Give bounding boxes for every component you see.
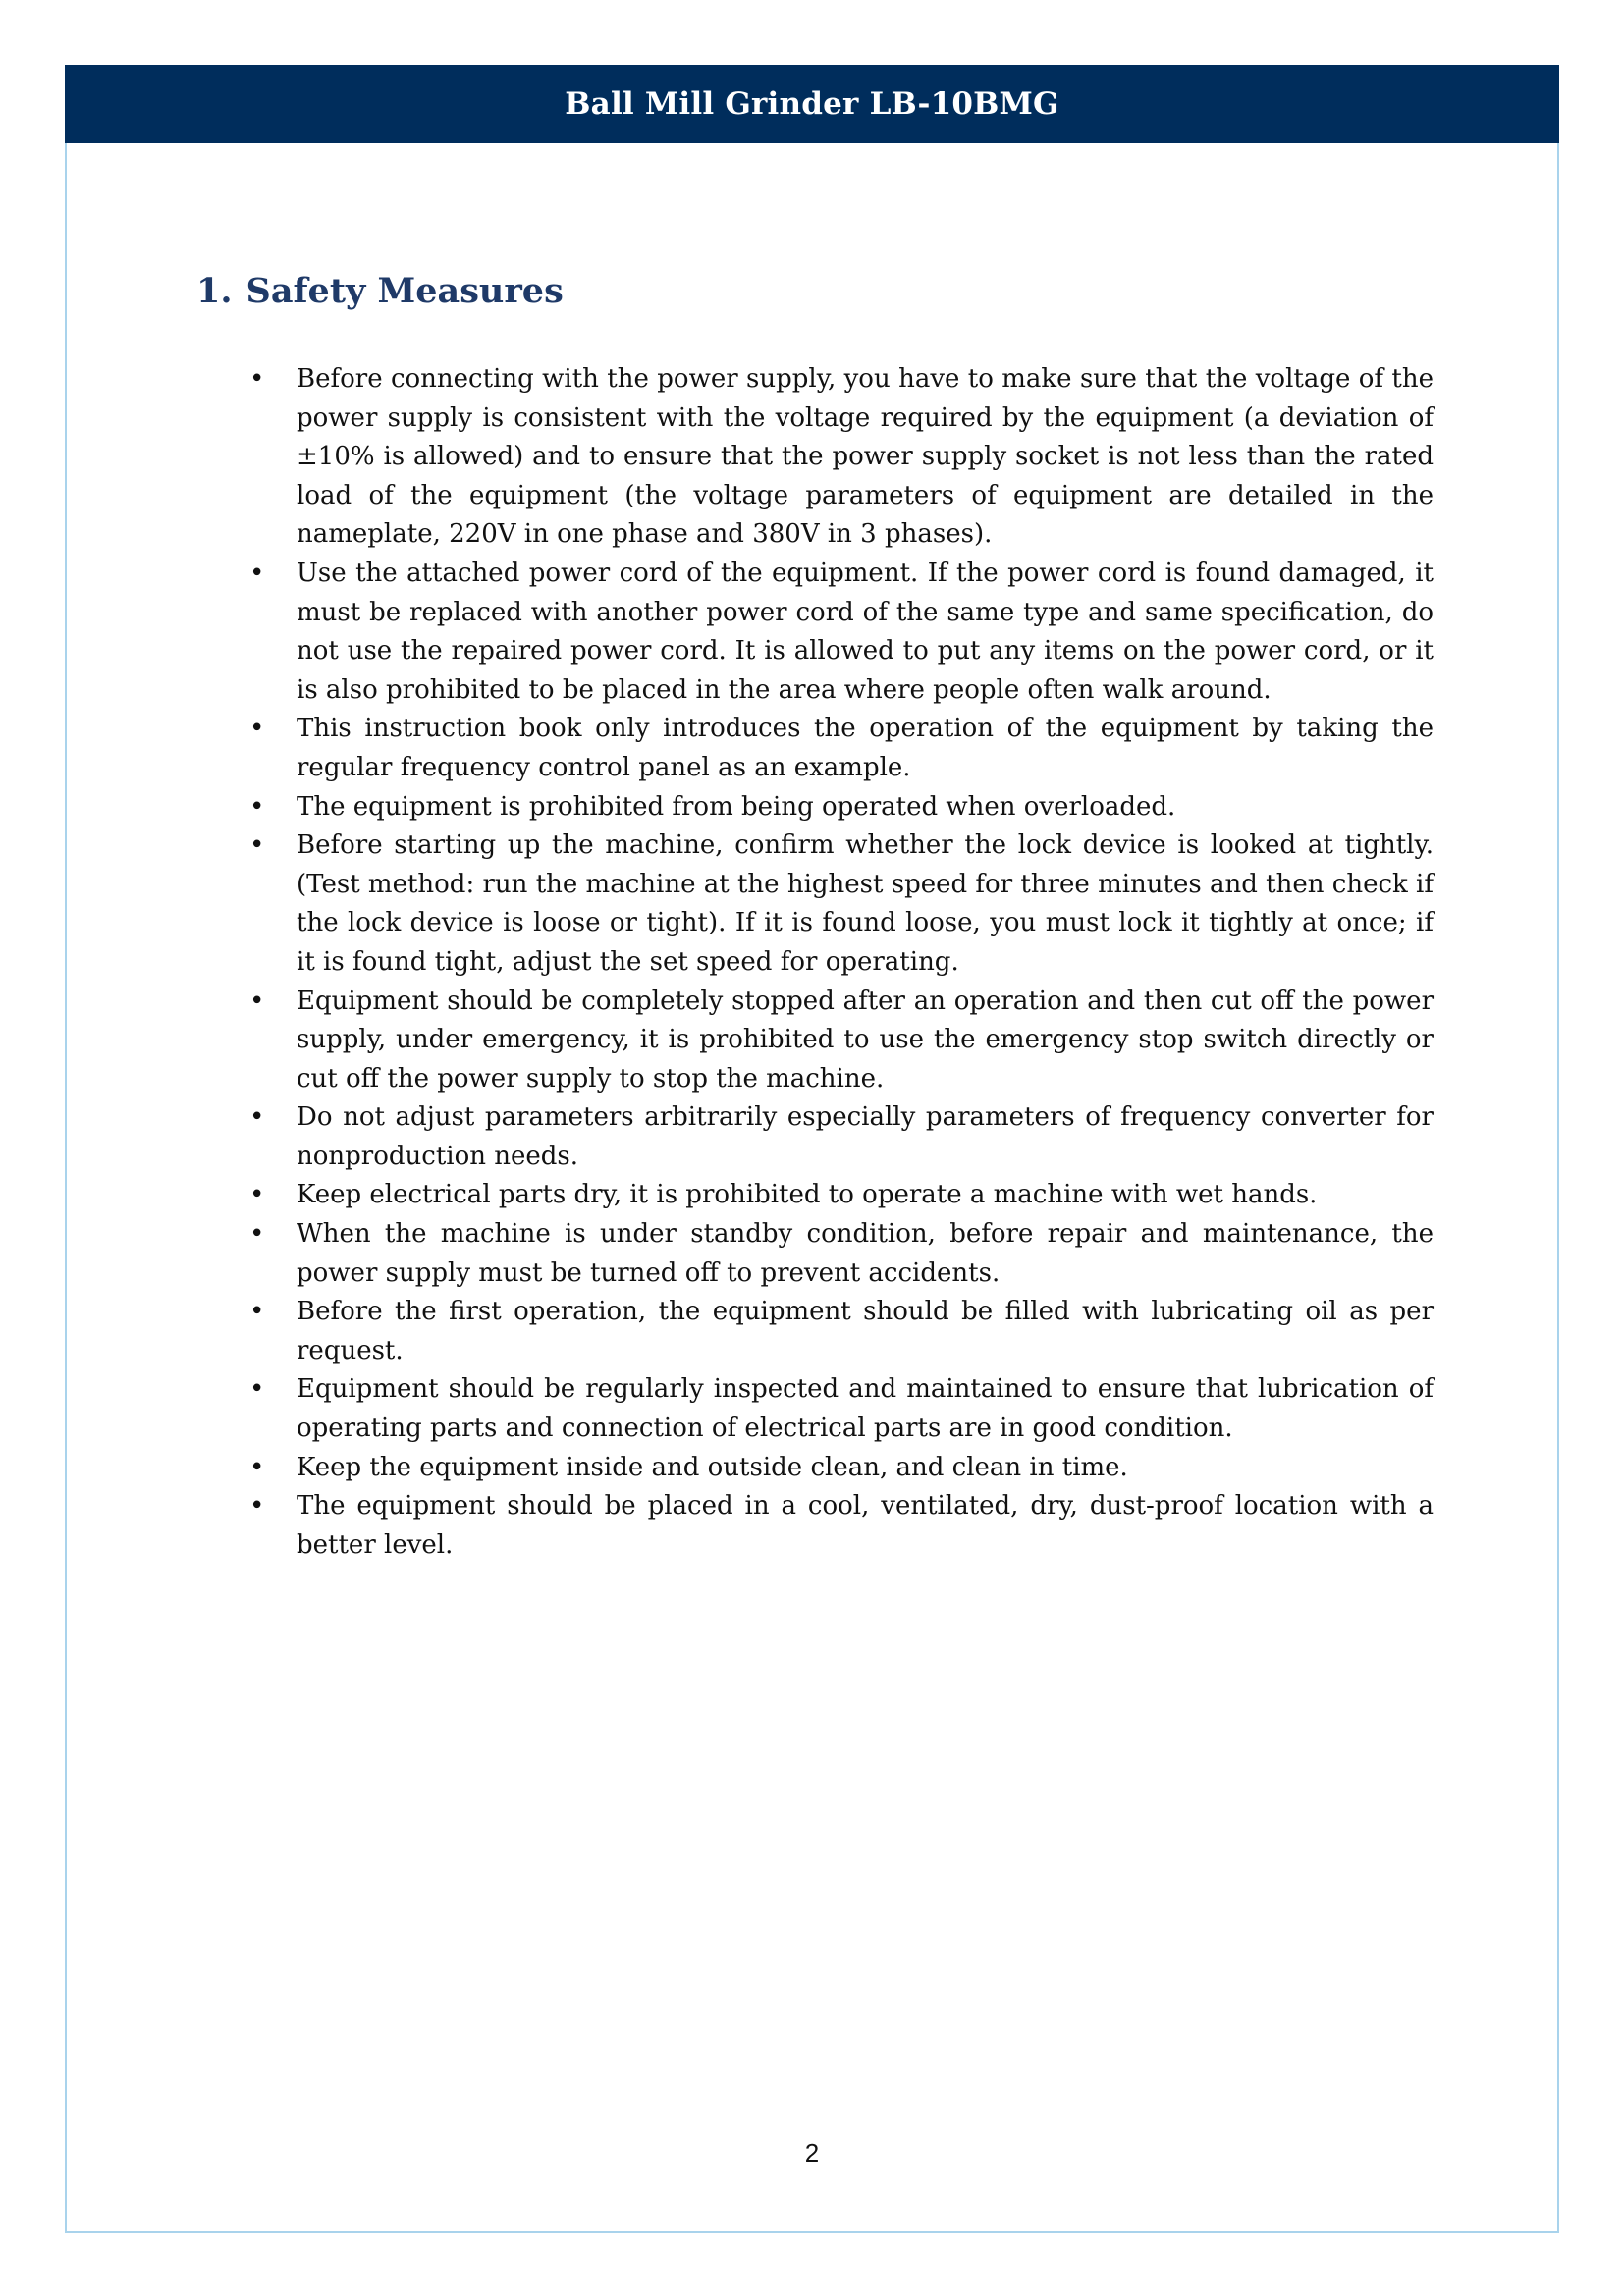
bullet-icon: • — [249, 364, 265, 394]
bullet-icon: • — [249, 1491, 265, 1522]
bullet-icon: • — [249, 558, 265, 588]
list-item-text: Keep the equipment inside and outside clean, and clean in time. — [297, 1452, 1128, 1482]
list-item — [245, 1176, 1434, 1215]
bullet-icon: • — [249, 1102, 265, 1133]
bullet-icon: • — [249, 986, 265, 1016]
bullet-icon: • — [249, 830, 265, 861]
bullet-icon: • — [249, 714, 265, 744]
section-number: 1. — [196, 271, 233, 311]
document-title: Ball Mill Grinder LB-10BMG — [565, 86, 1059, 122]
section-heading — [196, 271, 564, 311]
list-item — [245, 1215, 1434, 1293]
list-item-text: Do not adjust parameters arbitrarily especially parameters of frequency converter for nonproduction needs. — [297, 1102, 1434, 1171]
list-item — [245, 1449, 1434, 1488]
list-item — [245, 1370, 1434, 1448]
list-item-text: This instruction book only introduces the operation of the equipment by taking the regular frequency control panel as an example. — [297, 714, 1434, 782]
bullet-icon: • — [249, 1297, 265, 1327]
list-item-text: The equipment is prohibited from being operated when overloaded. — [297, 791, 1176, 822]
list-item — [245, 710, 1434, 787]
list-item — [245, 827, 1434, 982]
list-item — [245, 1098, 1434, 1176]
list-item-text: Keep electrical parts dry, it is prohibited to operate a machine with wet hands. — [297, 1180, 1318, 1210]
list-item — [245, 788, 1434, 828]
bullet-icon: • — [249, 1452, 265, 1482]
list-item — [245, 360, 1434, 555]
page-number: 2 — [804, 2138, 820, 2167]
list-item-text: Use the attached power cord of the equipment. If the power cord is found damaged, it must be replaced with another power cord of the same type and same specification, do not use the repaired power cord. It is allowed to put any items on the power cord, or it is also prohibited to be placed in the area where people often walk around. — [297, 558, 1434, 705]
safety-measures-list — [245, 360, 1434, 1565]
bullet-icon: • — [249, 1219, 265, 1250]
list-item-text: Equipment should be regularly inspected and maintained to ensure that lubrication of operating parts and connection of electrical parts are in good condition. — [297, 1374, 1434, 1444]
section-title: Safety Measures — [245, 271, 564, 311]
list-item-text: Before connecting with the power supply, you have to make sure that the voltage of the power supply is consistent with the voltage required by the equipment (a deviation of ±10% is allowed) and to ensure that the power supply socket is not less than the rated load of the equipment (the voltage parameters of equipment are detailed in the nameplate, 220V in one phase and 380V in 3 phases). — [297, 364, 1434, 550]
bullet-icon: • — [249, 1180, 265, 1210]
list-item-text: Equipment should be completely stopped after an operation and then cut off the power supply, under emergency, it is prohibited to use the emergency stop switch directly or cut off the power supply to stop the machine. — [297, 986, 1434, 1094]
list-item-text: When the machine is under standby condition, before repair and maintenance, the power supply must be turned off to prevent accidents. — [297, 1219, 1434, 1288]
list-item — [245, 1293, 1434, 1370]
bullet-icon: • — [249, 1374, 265, 1405]
list-item — [245, 983, 1434, 1099]
list-item-text: Before the first operation, the equipment should be filled with lubricating oil as per request. — [297, 1297, 1434, 1365]
list-item — [245, 555, 1434, 710]
list-item-text: The equipment should be placed in a cool, ventilated, dry, dust-proof location with a better level. — [297, 1491, 1434, 1560]
list-item — [245, 1487, 1434, 1565]
bullet-icon: • — [249, 791, 265, 822]
document-header — [65, 65, 1559, 143]
list-item-text: Before starting up the machine, confirm whether the lock device is looked at tightly. (Test method: run the machine at the highest speed for three minutes and then check if the lock device is loose or tight). If it is found loose, you must lock it tightly at once; if it is found tight, adjust the set speed for operating. — [297, 830, 1434, 977]
